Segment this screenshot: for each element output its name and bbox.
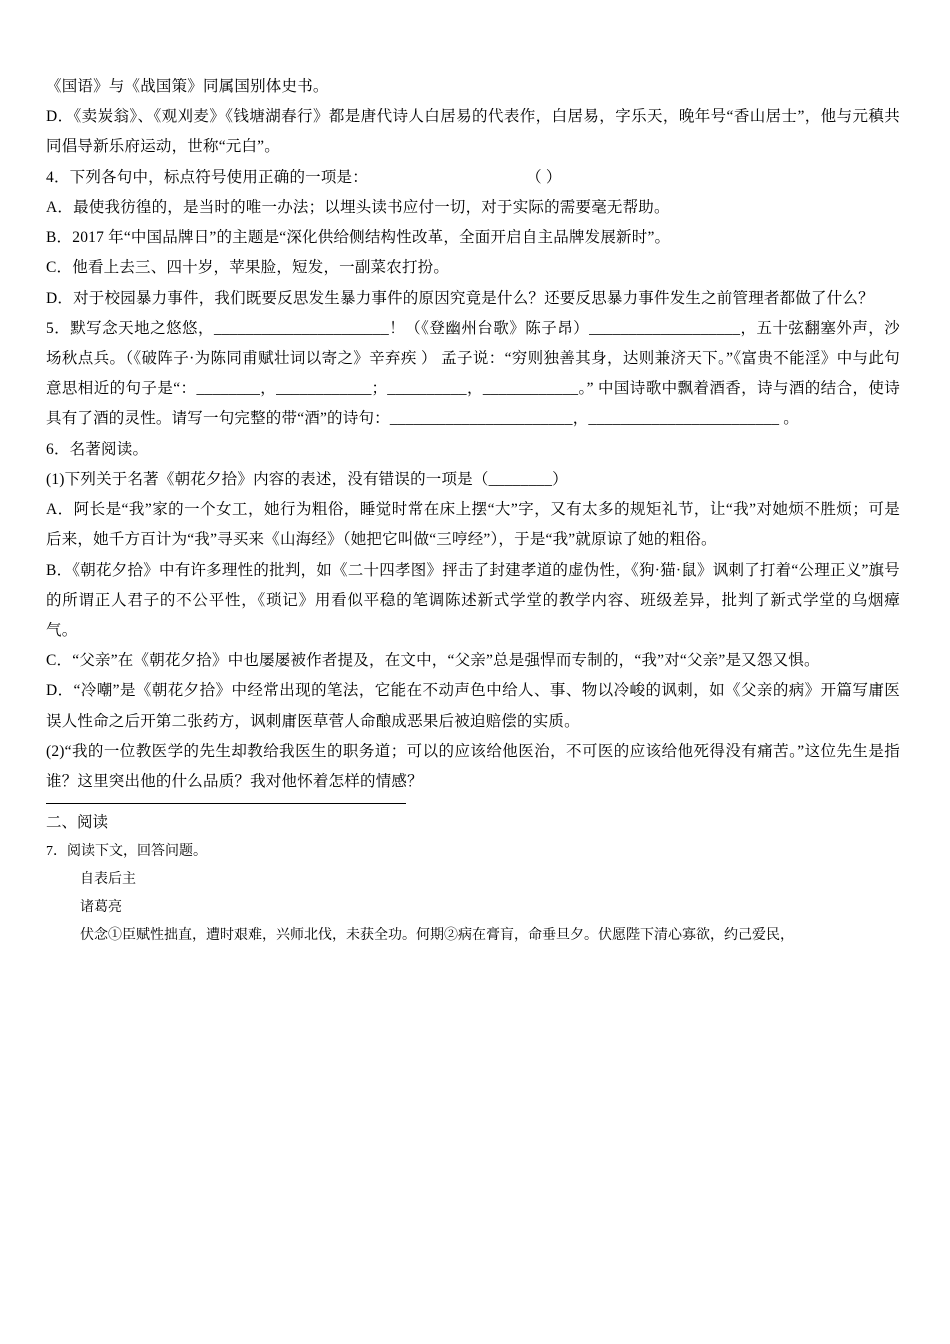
paragraph-option-d-baijuyi: D．《卖炭翁》、《观刈麦》《钱塘湖春行》都是唐代诗人白居易的代表作，白居易，字乐天，晚年号“香山居士”，他与元稹共同倡导新乐府运动，世称“元白”。 bbox=[46, 108, 900, 156]
question-6-option-a: A．阿长是“我”家的一个女工，她行为粗俗，睡觉时常在床上摆“大”字，又有太多的规矩礼节，让“我”对她烦不胜烦；可是后来，她千方百计为“我”寻买来《山海经》（她把它叫做“三哼经”），于是“我”就原谅了她的粗俗。 bbox=[46, 501, 900, 549]
question-6-stem: 6．名著阅读。 bbox=[46, 440, 149, 458]
question-4-stem bbox=[46, 163, 900, 193]
question-5: 5．默写念天地之悠悠，______________________！（《登幽州台歌》陈子昂）___________________，五十弦翻塞外声，沙场秋点兵。（《破阵子·为陈同甫赋壮词以寄之》辛弃疾 ） 孟子说：“穷则独善其身，达则兼济天下。”《富贵不能淫》中与此句意思相近的句子是“：________，____________；__________，____________。” 中国诗歌中飘着酒香，诗与酒的结合，使诗具有了酒的灵性。请写一句完整的带“酒”的诗句：_______________________，________________________ 。 bbox=[46, 319, 900, 428]
answer-line bbox=[46, 803, 406, 804]
question-4-option-b: B．2017 年“中国品牌日”的主题是“深化供给侧结构性改革，全面开启自主品牌发展新时”。 bbox=[46, 229, 671, 247]
reading-author: 诸葛亮 bbox=[80, 899, 122, 915]
question-6-option-b: B．《朝花夕拾》中有许多理性的批判，如《二十四孝图》抨击了封建孝道的虚伪性，《狗·猫·鼠》讽刺了打着“公理正义”旗号的所谓正人君子的不公平性，《琐记》用看似平稳的笔调陈述新式学堂的教学内容、班级差异，批判了新式学堂的乌烟瘴气。 bbox=[46, 561, 900, 639]
question-7-stem: 7．阅读下文，回答问题。 bbox=[46, 843, 207, 859]
section-two-title: 二、阅读 bbox=[46, 814, 109, 832]
question-4-option-a: A．最使我彷徨的，是当时的唯一办法；以埋头读书应付一切，对于实际的需要毫无帮助。 bbox=[46, 198, 670, 216]
question-6-option-d: D．“冷嘲”是《朝花夕拾》中经常出现的笔法，它能在不动声色中给人、事、物以冷峻的讽刺，如《父亲的病》开篇写庸医误人性命之后开第二张药方，讽刺庸医草菅人命酿成恶果后被迫赔偿的实质。 bbox=[46, 682, 900, 730]
question-4-answer-bracket: （ ） bbox=[526, 168, 562, 186]
question-4-stem-text: 4．下列各句中，标点符号使用正确的一项是： bbox=[46, 168, 368, 186]
question-6-option-c: C．“父亲”在《朝花夕拾》中也屡屡被作者提及，在文中，“父亲”总是强悍而专制的，“我”对“父亲”是又怨又惧。 bbox=[46, 652, 820, 670]
question-6-part-2: (2)“我的一位教医学的先生却教给我医生的职务道；可以的应该给他医治，不可医的应该给他死得没有痛苦。”这位先生是指谁？这里突出他的什么品质？我对他怀着怎样的情感？ bbox=[46, 742, 900, 791]
question-6-part-1: (1)下列关于名著《朝花夕拾》内容的表述，没有错误的一项是（________） bbox=[46, 470, 568, 488]
question-4-option-c: C．他看上去三、四十岁，苹果脸，短发，一副菜农打扮。 bbox=[46, 259, 450, 277]
question-4-option-d: D．对于校园暴力事件，我们既要反思发生暴力事件的原因究竟是什么？还要反思暴力事件发生之前管理者都做了什么？ bbox=[46, 289, 874, 307]
reading-body: 伏念①臣赋性拙直，遭时艰难，兴师北伐，未获全功。何期②病在膏肓，命垂旦夕。伏愿陛下清心寡欲，约己爱民， bbox=[80, 927, 794, 943]
reading-title: 自表后主 bbox=[80, 871, 136, 887]
paragraph-guoyu: 《国语》与《战国策》同属国别体史书。 bbox=[46, 78, 329, 95]
